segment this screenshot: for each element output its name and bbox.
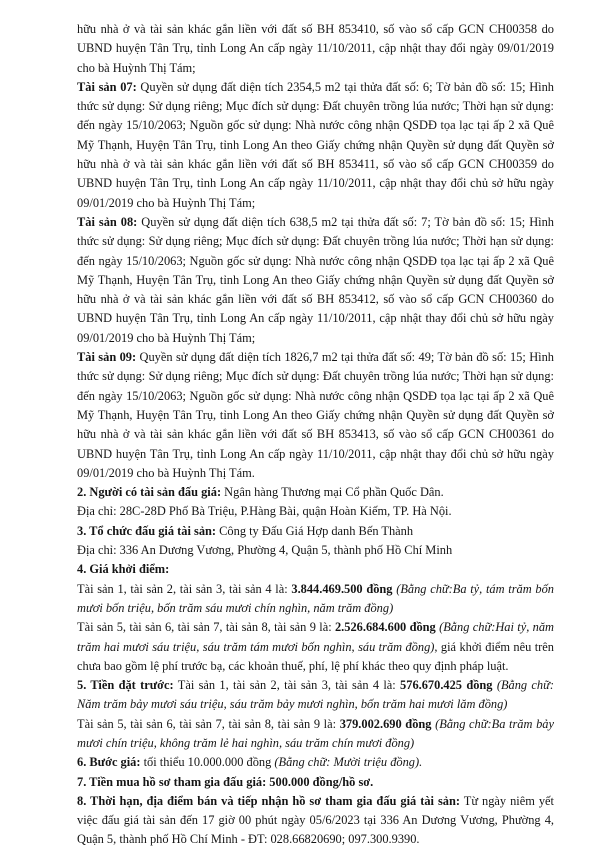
section-7-fee [77,773,554,792]
section-3-text: Công ty Đấu Giá Hợp danh Bến Thành [216,523,414,538]
section-7-label: 7. Tiền mua hồ sơ tham gia đấu giá: 500.000 đồng/hồ sơ. [77,774,374,789]
section-5-b-amount: 379.002.690 đồng [339,716,432,731]
section-3-organizer [77,522,554,541]
section-4-b-words: (Bằng chữ:Hai tỷ, năm trăm hai mươi sáu triệu, sáu trăm tám mươi bốn nghìn, sáu trăm đồng) [77,620,554,654]
section-4-b-note: , giá khởi điểm nêu trên chưa bao gồm lệ phí trước bạ, các khoản thuế, phí, lệ phí khác theo quy định pháp luật. [77,639,554,673]
section-8-deadline [77,792,554,850]
section-4-group-a [77,580,554,619]
section-5-b-words: (Bằng chữ:Ba trăm bảy mươi chín triệu, không trăm lẻ hai nghìn, sáu trăm chín mươi đồng) [77,716,554,750]
section-6-label: 6. Bước giá: [77,755,141,770]
section-6-text: tối thiểu 10.000.000 đồng [140,755,275,770]
section-4-b-amount: 2.526.684.600 đồng [334,620,436,635]
asset-07-paragraph [77,78,554,213]
asset-09-label: Tài sản 09: [77,350,137,365]
section-5-b-prefix: Tài sản 5, tài sản 6, tài sản 7, tài sản 8, tài sản 9 là: [77,716,340,731]
section-2-address: Địa chỉ: 28C-28D Phố Bà Triệu, P.Hàng Bài, quận Hoàn Kiếm, TP. Hà Nội. [77,504,452,519]
section-8-label: 8. Thời hạn, địa điểm bán và tiếp nhận hồ sơ tham gia đấu giá tài sản: [77,793,460,808]
section-4-group-b [77,618,554,676]
asset-08-label: Tài sản 08: [77,214,138,229]
section-5-a-words: (Bằng chữ: Năm trăm bảy mươi sáu triệu, sáu trăm bảy mươi nghìn, bốn trăm hai mươi lăm đồng) [77,678,554,712]
section-4-a-prefix: Tài sản 1, tài sản 2, tài sản 3, tài sản 4 là: [77,581,292,596]
section-5-group-a [77,676,554,715]
asset-06-continuation: hữu nhà ở và tài sản khác gắn liền với đất số BH 853410, số vào sổ cấp GCN CH00358 do UBND huyện Tân Trụ, tỉnh Long An cấp ngày 11/10/2011, cập nhật thay đổi ngày 09/01/2019 cho bà Huỳnh Thị Tám; [77,22,554,75]
asset-08-text: Quyền sử dụng đất diện tích 638,5 m2 tại thửa đất số: 7; Tờ bản đồ số: 15; Hình thức sử dụng: Sử dụng riêng; Mục đích sử dụng: Đất chuyên trồng lúa nước; Thời hạn sử dụng: đến ngày 15/10/2063; Nguồn gốc sử dụng: Nhà nước công nhận QSDĐ tọa lạc tại ấp 2 xã Quê Mỹ Thạnh, Huyện Tân Trụ, tỉnh Long An theo Giấy chứng nhận Quyền sử dụng đất Quyền sở hữu nhà ở và tài sản khác gắn liền với đất số BH 853412, số vào sổ cấp GCN CH00360 do UBND huyện Tân Trụ, tỉnh Long An cấp ngày 11/10/2011, cập nhật thay đổi chủ sở hữu ngày 09/01/2019 cho bà Huỳnh Thị Tám; [77,214,554,345]
section-5-group-b [77,715,554,754]
asset-08-paragraph [77,213,554,348]
section-2-owner [77,483,554,502]
section-2-text: Ngân hàng Thương mại Cổ phần Quốc Dân. [221,485,444,500]
section-4-heading [77,560,554,579]
section-5-label: 5. Tiền đặt trước: [77,678,174,693]
asset-07-label: Tài sản 07: [77,79,137,94]
section-4-a-amount: 3.844.469.500 đồng [291,581,393,596]
section-3-address: Địa chỉ: 336 An Dương Vương, Phường 4, Quận 5, thành phố Hồ Chí Minh [77,543,453,558]
section-4-label: 4. Giá khởi điểm: [77,562,170,577]
section-5-a-amount: 576.670.425 đồng [400,678,493,693]
section-4-b-prefix: Tài sản 5, tài sản 6, tài sản 7, tài sản 8, tài sản 9 là: [77,620,335,635]
asset-09-text: Quyền sử dụng đất diện tích 1826,7 m2 tại thửa đất số: 49; Tờ bản đồ số: 15; Hình thức sử dụng: Sử dụng riêng; Mục đích sử dụng: Đất chuyên trồng lúa nước; Thời hạn sử dụng: đến ngày 15/10/2063; Nguồn gốc sử dụng: Nhà nước công nhận QSDĐ tọa lạc tại ấp 2 xã Quê Mỹ Thạnh, Huyện Tân Trụ, tỉnh Long An theo Giấy chứng nhận Quyền sử dụng đất Quyền sở hữu nhà ở và tài sản khác gắn liền với đất số BH 853413, số vào sổ cấp GCN CH00361 do UBND huyện Tân Trụ, tỉnh Long An cấp ngày 11/10/2011, cập nhật thay đổi chủ sở hữu ngày 09/01/2019 cho bà Huỳnh Thị Tám. [77,350,554,480]
section-6-step [77,753,554,772]
section-3-label: 3. Tổ chức đấu giá tài sản: [77,523,217,538]
section-2-label: 2. Người có tài sản đấu giá: [77,485,222,500]
asset-07-text: Quyền sử dụng đất diện tích 2354,5 m2 tại thửa đất số: 6; Tờ bản đồ số: 15; Hình thức sử dụng: Sử dụng riêng; Mục đích sử dụng: Đất chuyên trồng lúa nước; Thời hạn sử dụng: đến ngày 15/10/2063; Nguồn gốc sử dụng: Nhà nước công nhận QSDĐ tọa lạc tại ấp 2 xã Quê Mỹ Thạnh, Huyện Tân Trụ, tỉnh Long An theo Giấy chứng nhận Quyền sử dụng đất Quyền sở hữu nhà ở và tài sản khác gắn liền với đất số BH 853411, số vào sổ cấp GCN CH00359 do UBND huyện Tân Trụ, tỉnh Long An cấp ngày 11/10/2011, cập nhật thay đổi chủ sở hữu ngày 09/01/2019 cho bà Huỳnh Thị Tám; [77,79,555,210]
section-8-text: Từ ngày niêm yết việc đấu giá tài sản đến 17 giờ 00 phút ngày 05/6/2023 tại 336 An Dương Vương, Phường 4, Quận 5, thành phố Hồ Chí Minh - ĐT: 028.66820690; 097.300.9390. [77,793,554,847]
asset-09-paragraph [77,348,554,483]
section-5-a-prefix: Tài sản 1, tài sản 2, tài sản 3, tài sản 4 là: [173,678,401,693]
section-6-words: (Bằng chữ: Mười triệu đồng). [274,755,423,770]
section-4-a-words: (Bằng chữ:Ba tỷ, tám trăm bốn mươi bốn triệu, bốn trăm sáu mươi chín nghìn, năm trăm đồng) [77,581,554,615]
